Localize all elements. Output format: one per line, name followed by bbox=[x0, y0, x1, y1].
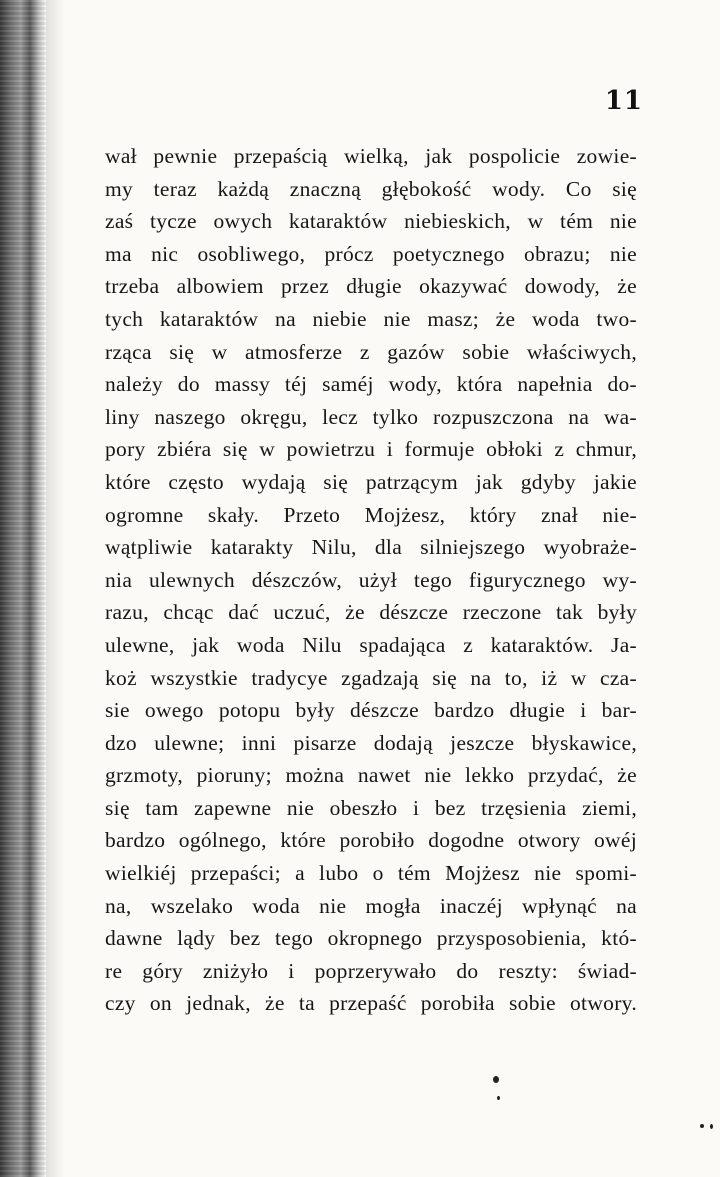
text-line: które często wydają się patrzącym jak gdyby jakie bbox=[105, 469, 637, 494]
text-line: na, wszelako woda nie mogła inaczéj wpłynąć na bbox=[105, 893, 637, 918]
text-line: my teraz każdą znaczną głębokość wody. Co się bbox=[105, 176, 637, 201]
text-line: dzo ulewne; inni pisarze dodają jeszcze błyskawice, bbox=[105, 730, 637, 755]
text-line: dawne lądy bez tego okropnego przysposobienia, któ- bbox=[105, 926, 637, 951]
text-line: grzmoty, pioruny; można nawet nie lekko przydać, że bbox=[105, 763, 637, 788]
text-line: czy on jednak, że ta przepaść porobiła sobie otwory. bbox=[105, 991, 637, 1016]
ink-speck bbox=[710, 1124, 713, 1129]
text-line: zaś tycze owych kataraktów niebieskich, w tém nie bbox=[105, 209, 637, 234]
book-binding-edge bbox=[0, 0, 46, 1177]
text-line: rząca się w atmosferze z gazów sobie właściwych, bbox=[105, 339, 637, 364]
text-line: sie owego potopu były dészcze bardzo długie i bar- bbox=[105, 698, 637, 723]
text-line: wielkiéj przepaści; a lubo o tém Mojżesz nie spomi- bbox=[105, 861, 637, 886]
text-line: należy do massy téj saméj wody, która napełnia do- bbox=[105, 372, 637, 397]
text-line: tych kataraktów na niebie nie masz; że woda two- bbox=[105, 306, 637, 331]
gutter-shadow bbox=[46, 0, 64, 1177]
text-line: trzeba albowiem przez długie okazywać dowody, że bbox=[105, 274, 637, 299]
page-number: 11 bbox=[604, 86, 643, 116]
text-line: razu, chcąc dać uczuć, że dészcze rzeczone tak były bbox=[105, 600, 637, 625]
text-line: liny naszego okręgu, lecz tylko rozpuszczona na wa- bbox=[105, 404, 637, 429]
ink-speck bbox=[493, 1076, 499, 1083]
ink-speck bbox=[700, 1124, 704, 1128]
text-line: re góry zniżyło i poprzerywało do reszty: świad- bbox=[105, 958, 637, 983]
text-line: się tam zapewne nie obeszło i bez trzęsienia ziemi, bbox=[105, 795, 637, 820]
text-line: pory zbiéra się w powietrzu i formuje obłoki z chmur, bbox=[105, 437, 637, 462]
body-text bbox=[105, 140, 637, 1020]
text-line: ma nic osobliwego, prócz poetycznego obrazu; nie bbox=[105, 241, 637, 266]
text-line: bardzo ogólnego, które porobiło dogodne otwory owéj bbox=[105, 828, 637, 853]
text-line: ogromne skały. Przeto Mojżesz, który znał nie- bbox=[105, 502, 637, 527]
ink-speck bbox=[497, 1096, 500, 1100]
text-line: wał pewnie przepaścią wielką, jak pospolicie zowie- bbox=[105, 144, 637, 168]
text-line: koż wszystkie tradycye zgadzają się na to, iż w cza- bbox=[105, 665, 637, 690]
text-line: wątpliwie katarakty Nilu, dla silniejszego wyobraże- bbox=[105, 535, 637, 560]
text-line: nia ulewnych dészczów, użył tego figurycznego wy- bbox=[105, 567, 637, 592]
text-line: ulewne, jak woda Nilu spadająca z kataraktów. Ja- bbox=[105, 632, 637, 657]
